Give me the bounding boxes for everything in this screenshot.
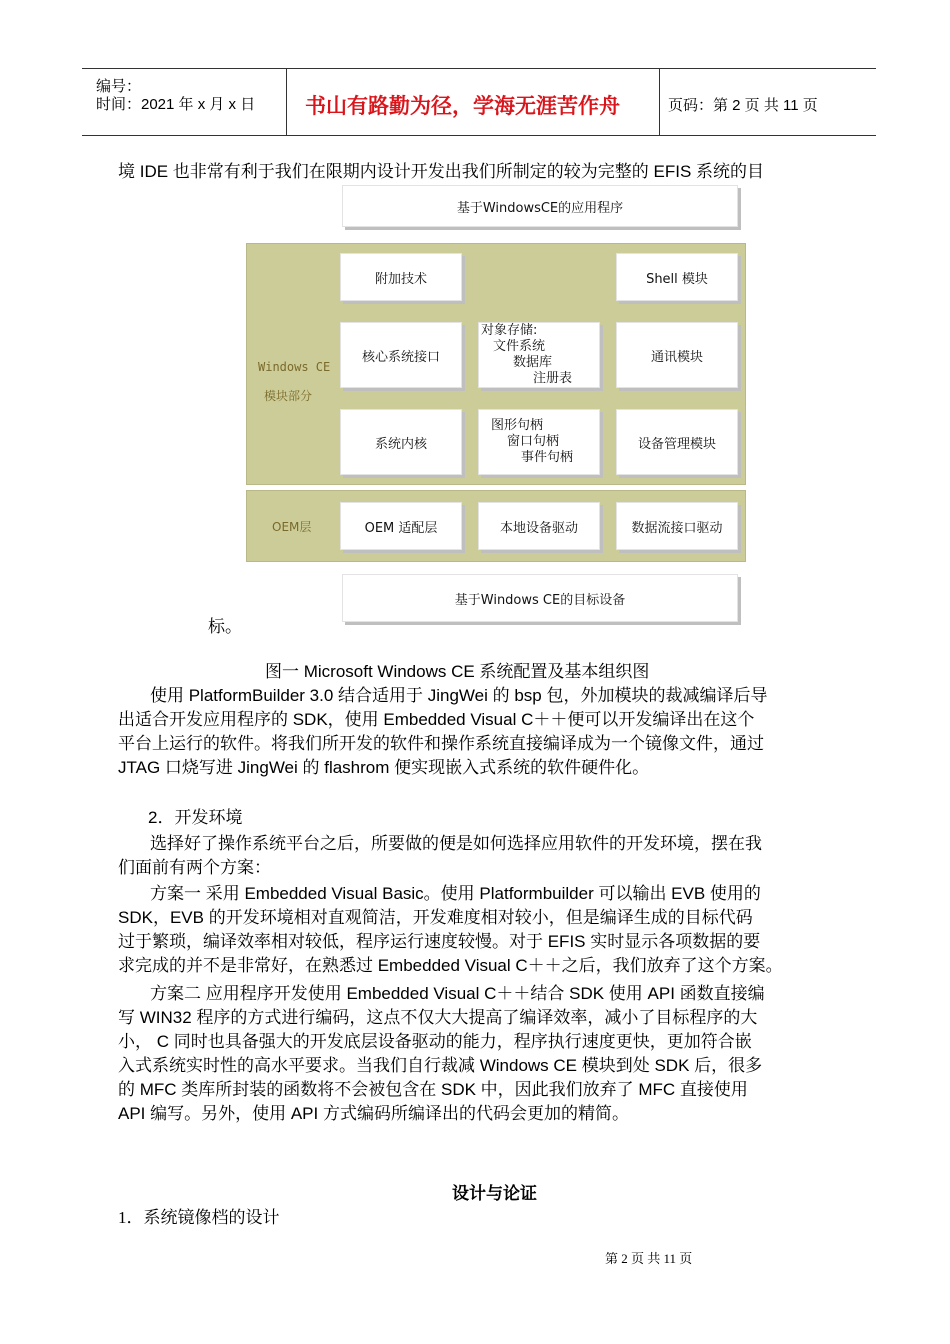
storage-line: 数据库 [513, 355, 553, 370]
section2-title: 2．开发环境 [148, 808, 243, 827]
header-page-cell [660, 69, 876, 135]
motto: 书山有路勤为径，学海无涯苦作舟 [305, 94, 620, 118]
handle-line: 窗口句柄 [507, 434, 560, 449]
section-heading: 设计与论证 [452, 1184, 537, 1203]
para2-line: 选择好了操作系统平台之后，所要做的便是如何选择应用软件的开发环境，摆在我 [150, 834, 762, 853]
para4-line: 入式系统实时性的高水平要求。当我们自行裁减 Windows CE 模块到处 SDK 后，很多 [118, 1056, 763, 1075]
para4-line: 写 WIN32 程序的方式进行编码，这点不仅大大提高了编译效率，减小了目标程序的大 [118, 1008, 758, 1027]
subsection-title: 1．系统镜像档的设计 [118, 1208, 280, 1227]
para4-line: API 编写。另外，使用 API 方式编码所编译出的代码会更加的精简。 [118, 1104, 629, 1123]
app-box: 基于WindowsCE的应用程序 [342, 185, 738, 227]
storage-line: 对象存储: [481, 323, 538, 338]
page-header [82, 68, 876, 136]
header-motto-cell [287, 69, 660, 135]
oem-label: OEM层 [272, 520, 312, 534]
para1-line: 出适合开发应用程序的 SDK，使用 Embedded Visual C＋＋便可以开发编译出在这个 [118, 710, 755, 729]
handle-line: 图形句柄 [491, 418, 544, 433]
number-label: 编号： [96, 78, 142, 95]
target-device-box: 基于Windows CE的目标设备 [342, 574, 738, 622]
para3-line: 过于繁琐，编译效率相对较低，程序运行速度较慢。对于 EFIS 实时显示各项数据的要 [118, 932, 761, 951]
para3-line: SDK，EVB 的开发环境相对直观简洁，开发难度相对较小，但是编译生成的目标代码 [118, 908, 753, 927]
oem-adapt-box: OEM 适配层 [340, 502, 462, 550]
para1-line: 平台上运行的软件。将我们所开发的软件和操作系统直接编译成为一个镜像文件，通过 [118, 734, 764, 753]
storage-line: 注册表 [533, 371, 573, 386]
storage-box [478, 322, 600, 388]
kernel-box: 系统内核 [340, 409, 462, 475]
para1-line: 使用 PlatformBuilder 3.0 结合适用于 JingWei 的 bsp 包，外加模块的裁减编译后导 [150, 686, 768, 705]
para4-line: 小， C 同时也具备强大的开发底层设备驱动的能力，程序执行速度更快，更加符合嵌 [118, 1032, 752, 1051]
shell-box: Shell 模块 [616, 253, 738, 301]
para3-line: 方案一 采用 Embedded Visual Basic。使用 Platformbuilder 可以输出 EVB 使用的 [150, 884, 761, 903]
stream-driver-box: 数据流接口驱动 [616, 502, 738, 550]
handles-box [478, 409, 600, 475]
header-meta-cell [82, 69, 287, 135]
addon-box: 附加技术 [340, 253, 462, 301]
local-driver-box: 本地设备驱动 [478, 502, 600, 550]
device-mgr-box: 设备管理模块 [616, 409, 738, 475]
para3-line: 求完成的并不是非常好，在熟悉过 Embedded Visual C＋＋之后，我们放弃了这个方案。 [118, 956, 783, 975]
para1-line: JTAG 口烧写进 JingWei 的 flashrom 便实现嵌入式系统的软件硬件化。 [118, 758, 650, 777]
comm-box: 通讯模块 [616, 322, 738, 388]
handle-line: 事件句柄 [521, 450, 574, 465]
ce-label-line2: 模块部分 [264, 389, 313, 403]
time-label: 时间：2021 年 x 月 x 日 [96, 96, 256, 113]
storage-line: 文件系统 [493, 339, 546, 354]
ce-label-line1: Windows CE [258, 360, 331, 374]
page-label: 页码：第 2 页 共 11 页 [668, 97, 818, 114]
intro-line: 境 IDE 也非常有利于我们在限期内设计开发出我们所制定的较为完整的 EFIS 系统的目 [118, 162, 765, 181]
para4-line: 方案二 应用程序开发使用 Embedded Visual C＋＋结合 SDK 使用 API 函数直接编 [150, 984, 765, 1003]
para2-line: 们面前有两个方案： [118, 858, 271, 877]
page-footer: 第 2 页 共 11 页 [605, 1251, 693, 1266]
caption-tail: 标。 [208, 617, 242, 636]
figure-caption: 图一 Microsoft Windows CE 系统配置及基本组织图 [265, 662, 650, 681]
para4-line: 的 MFC 类库所封装的函数将不会被包含在 SDK 中，因此我们放弃了 MFC 直接使用 [118, 1080, 748, 1099]
core-interface-box: 核心系统接口 [340, 322, 462, 388]
